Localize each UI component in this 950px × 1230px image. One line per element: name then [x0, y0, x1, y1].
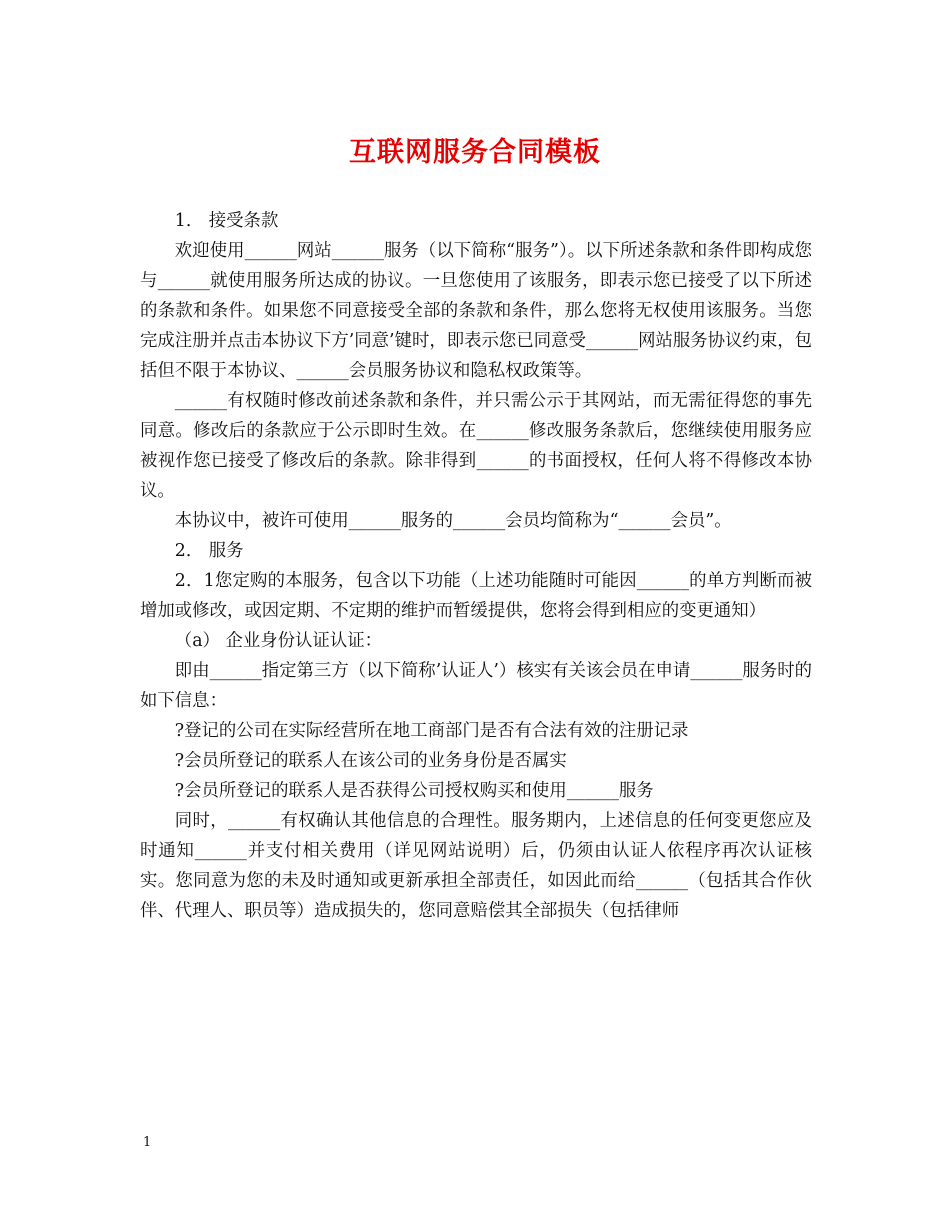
section-heading-service: 2． 服务: [174, 541, 244, 561]
list-item-registration-record: ?登记的公司在实际经营所在地工商部门是否有合法有效的注册记录: [174, 721, 689, 741]
paragraph-modification-rights: ______有权随时修改前述条款和条件，并只需公示于其网站，而无需征得您的事先同意。修改后的条款应于公示即时生效。在______修改服务条款后，您继续使用服务应被视作您已接受了修改后的条款。除非得到______的书面授权，任何人将不得修改本协议。: [140, 391, 812, 501]
list-item-contact-authorization: ?会员所登记的联系人是否获得公司授权购买和使用______服务: [174, 781, 654, 801]
subheading-identity-verification: （a） 企业身份认证认证：: [174, 631, 382, 651]
paragraph-member-definition: 本协议中，被许可使用______服务的______会员均简称为“______会员”。: [174, 511, 732, 531]
section-heading-accept-terms: 1． 接受条款: [174, 211, 279, 231]
document-body: [140, 206, 812, 926]
paragraph-verification-intro: 即由______指定第三方（以下简称’认证人’）核实有关该会员在申请______服务时的如下信息：: [140, 661, 812, 711]
paragraph-information-changes: 同时，______有权确认其他信息的合理性。服务期内，上述信息的任何变更您应及时通知______并支付相关费用（详见网站说明）后，仍须由认证人依程序再次认证核实。您同意为您的未及时通知或更新承担全部责任，如因此而给______（包括其合作伙伴、代理人、职员等）造成损失的，您同意赔偿其全部损失（包括律师: [140, 811, 812, 921]
paragraph-service-features: 2．1您定购的本服务，包含以下功能（上述功能随时可能因______的单方判断而被增加或修改，或因定期、不定期的维护而暂缓提供，您将会得到相应的变更通知）: [140, 571, 812, 621]
paragraph-welcome: 欢迎使用______网站______服务（以下简称“服务”）。以下所述条款和条件即构成您与______就使用服务所达成的协议。一旦您使用了该服务，即表示您已接受了以下所述的条款和条件。如果您不同意接受全部的条款和条件，那么您将无权使用该服务。当您完成注册并点击本协议下方’同意’键时，即表示您已同意受______网站服务协议约束，包括但不限于本协议、______会员服务协议和隐私权政策等。: [140, 241, 812, 381]
page-number: 1: [143, 1135, 152, 1150]
list-item-contact-identity: ?会员所登记的联系人在该公司的业务身份是否属实: [174, 751, 567, 771]
document-title: 互联网服务合同模板: [349, 137, 601, 168]
